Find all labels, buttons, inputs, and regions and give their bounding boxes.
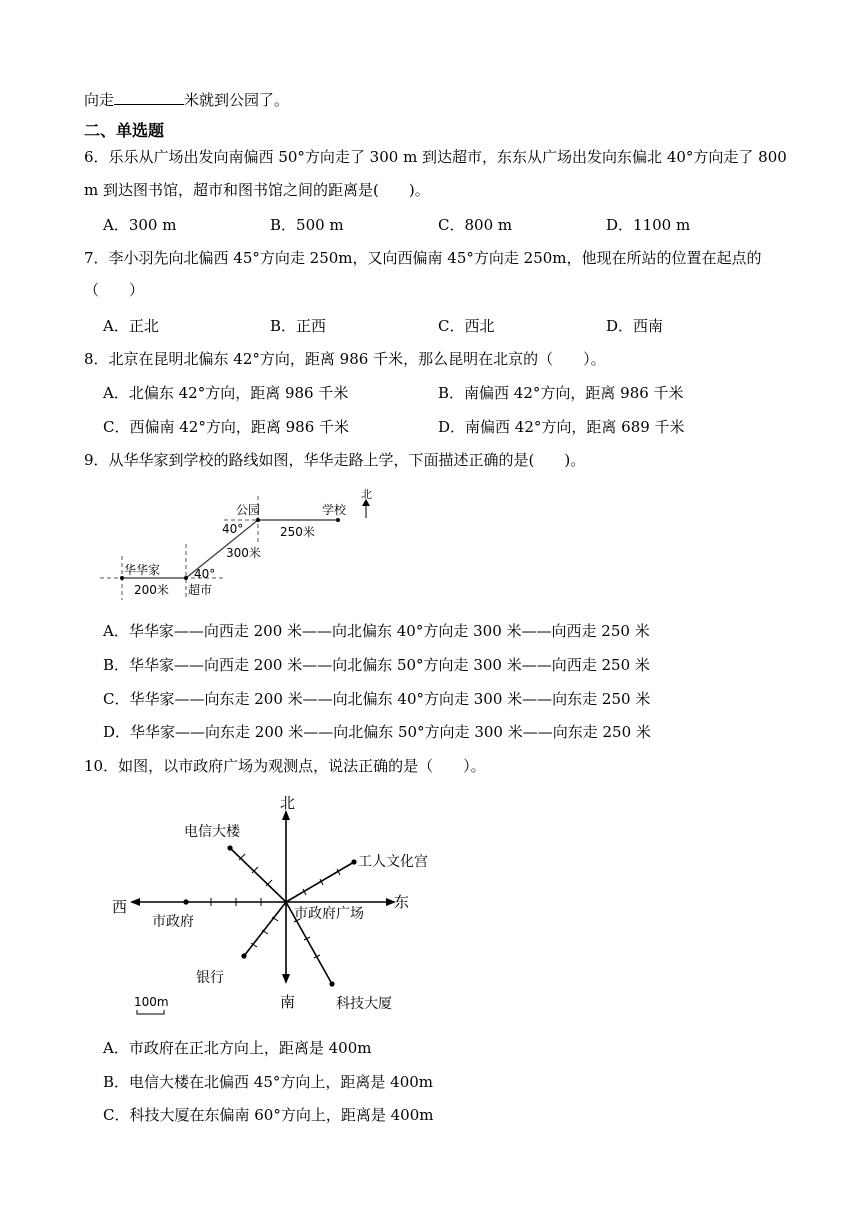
tech-point <box>329 981 334 986</box>
distance-250-label: 250米 <box>280 525 315 539</box>
q5-text-before: 向走 <box>84 91 115 109</box>
q8-option-b[interactable]: B．南偏西 42°方向，距离 986 千米 <box>438 384 684 402</box>
q7-option-d[interactable]: D．西南 <box>606 317 664 335</box>
telecom-point <box>227 845 232 850</box>
bank-label: 银行 <box>196 970 224 986</box>
q6-line2: m 到达图书馆，超市和图书馆之间的距离是( )。 <box>84 181 430 199</box>
q10-option-c[interactable]: C．科技大厦在东偏南 60°方向上，距离是 400m <box>103 1106 434 1124</box>
south-label: 南 <box>280 993 296 1011</box>
q9-line1: 9．从华华家到学校的路线如图，华华走路上学，下面描述正确的是( )。 <box>84 451 586 469</box>
home-label: 华华家 <box>124 563 161 577</box>
west-label: 西 <box>112 898 128 916</box>
telecom-ray <box>230 848 286 902</box>
q9-option-b[interactable]: B．华华家——向西走 200 米——向北偏东 50°方向走 300 米——向西走 250 米 <box>103 656 650 674</box>
bank-ray <box>244 902 286 956</box>
q6-option-b[interactable]: B．500 m <box>270 216 344 234</box>
q7-option-c[interactable]: C．西北 <box>438 317 495 335</box>
tech-label: 科技大厦 <box>336 996 392 1012</box>
q6-line1: 6．乐乐从广场出发向南偏西 50°方向走了 300 m 到达超市，东东从广场出发向东偏北 40°方向走了 800 <box>84 148 787 166</box>
south-arrow-head <box>282 974 290 984</box>
govt-label: 市政府 <box>152 914 194 930</box>
q10-line1: 10．如图，以市政府广场为观测点，说法正确的是（ ）。 <box>84 757 486 775</box>
school-point <box>336 518 340 522</box>
q8-line1: 8．北京在昆明北偏东 42°方向，距离 986 千米，那么昆明在北京的（ ）。 <box>84 350 606 368</box>
q8-option-a[interactable]: A．北偏东 42°方向，距离 986 千米 <box>103 384 349 402</box>
west-arrow-head <box>130 898 140 906</box>
q10-option-b[interactable]: B．电信大楼在北偏西 45°方向上，距离是 400m <box>103 1073 434 1091</box>
q9-option-d[interactable]: D．华华家——向东走 200 米——向北偏东 50°方向走 300 米——向东走 250 米 <box>103 723 651 741</box>
park-point <box>256 518 260 522</box>
q7-line1: 7．李小羽先向北偏西 45°方向走 250m，又向西偏南 45°方向走 250m，他现在所站的位置在起点的 <box>84 249 762 267</box>
park-label: 公园 <box>236 503 261 517</box>
q7-option-a[interactable]: A．正北 <box>103 317 159 335</box>
q9-option-a[interactable]: A．华华家——向西走 200 米——向北偏东 40°方向走 300 米——向西走 250 米 <box>103 622 650 640</box>
palace-point <box>351 859 356 864</box>
govt-point <box>183 899 188 904</box>
q7-option-b[interactable]: B．正西 <box>270 317 327 335</box>
compass-map <box>100 788 450 1018</box>
q10-option-a[interactable]: A．市政府在正北方向上，距离是 400m <box>103 1039 372 1057</box>
section-title: 二、单选题 <box>84 121 165 140</box>
palace-label: 工人文化宫 <box>358 854 428 870</box>
palace-ray <box>286 862 354 902</box>
q8-option-d[interactable]: D．南偏西 42°方向，距离 689 千米 <box>438 418 685 436</box>
market-point <box>184 576 188 580</box>
scale-bar <box>137 1010 164 1014</box>
q8-option-c[interactable]: C．西偏南 42°方向，距离 986 千米 <box>103 418 349 436</box>
angle-market-label: 40° <box>194 567 216 581</box>
q5-text-after: 米就到公园了。 <box>184 91 290 109</box>
scale-label: 100m <box>134 995 169 1009</box>
q9-option-c[interactable]: C．华华家——向东走 200 米——向北偏东 40°方向走 300 米——向东走 250 米 <box>103 690 651 708</box>
q5-tail <box>84 90 289 110</box>
route-diagram <box>96 484 386 604</box>
east-label: 东 <box>394 893 410 911</box>
north-label: 北 <box>280 794 296 812</box>
bank-point <box>241 953 246 958</box>
answer-blank[interactable] <box>114 90 184 105</box>
q6-option-d[interactable]: D．1100 m <box>606 216 691 234</box>
center-label: 市政府广场 <box>294 906 364 922</box>
telecom-label: 电信大楼 <box>184 824 240 840</box>
angle-park-label: 40° <box>222 522 244 536</box>
q7-line2: （ ） <box>84 281 145 299</box>
distance-200-label: 200米 <box>134 583 169 597</box>
distance-300-label: 300米 <box>226 546 261 560</box>
q6-option-a[interactable]: A．300 m <box>103 216 177 234</box>
market-label: 超市 <box>188 583 213 597</box>
school-label: 学校 <box>322 503 347 517</box>
north-label: 北 <box>361 488 372 501</box>
q6-option-c[interactable]: C．800 m <box>438 216 513 234</box>
